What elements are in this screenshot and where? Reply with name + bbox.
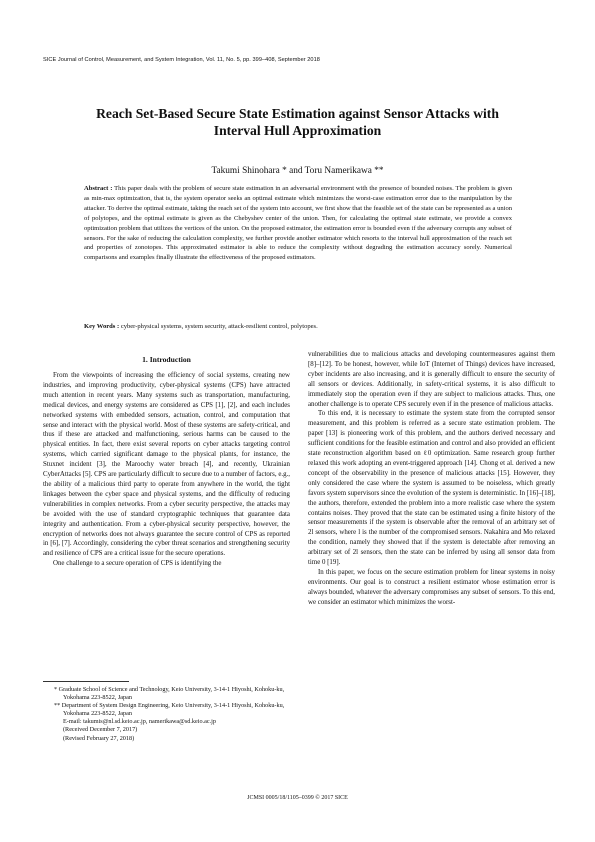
body-paragraph: In this paper, we focus on the secure estimation problem for linear systems in noisy environments. Our goal is to construct a resilient estimator whose estimation error is always bounded, whatever the adversary compromises any subset of sensors. To this end, we consider an estimator which minimizes the worst- xyxy=(308,568,555,606)
footnotes xyxy=(54,686,290,743)
abstract-label: Abstract : xyxy=(84,185,113,192)
abstract xyxy=(84,184,512,263)
paper-title xyxy=(40,106,555,139)
footnote-divider xyxy=(43,681,129,682)
footnote-marker: ** xyxy=(54,702,61,710)
title-line-1: Reach Set-Based Secure State Estimation against Sensor Attacks with xyxy=(96,106,499,121)
footnote-marker: * xyxy=(54,686,58,693)
footnote-revised: (Revised February 27, 2018) xyxy=(63,734,135,742)
keywords-label: Key Words : xyxy=(84,323,120,330)
section-heading: 1. Introduction xyxy=(142,355,191,364)
keywords xyxy=(84,323,512,330)
left-column xyxy=(43,354,290,569)
body-paragraph: vulnerabilities due to malicious attacks and developing countermeasures against them [8]–[12]. To be honest, however, while IoT (Internet of Things) devices have increased, cyber incidents are also increasing, and it is generally difficult to ensure the security of all sensors or devices. Additionally, in safety-critical systems, it is also difficult to immediately stop the operation even if they are subject to malicious attacks. Thus, one another challenge is to operate CPS securely even if in the presence of malicious attacks. xyxy=(308,351,555,408)
body-paragraph: From the viewpoints of increasing the efficiency of social systems, creating new industries, and improving productivity, cyber-physical systems (CPS) have attracted much attention in recent years. Many systems such as transportation, manufacturing, medical devices, and energy systems are considered as CPS [1], [2], and each includes networked systems with embedded sensors, actuation, control, and computation that sense and interact with the physical world. Most of these systems are safety-critical, and thus if these are attacked and malfunctioning, serious harms can be caused to the physical entities. In fact, there exist several reports on cyber attacks targeting control systems, which carried significant damage to the physical plants, for instance, the Stuxnet incident [3], the Maroochy water breach [4], and recently, Ukrainian CyberAttacks [5]. CPS are particularly difficult to secure due to a number of factors, e.g., the ability of a malicious third party to operate from anywhere in the world, the tight linkages between the cyber space and physical systems, and the difficulty of reducing vulnerabilities in complex networks. From a cyber security perspective, the attacks may be avoided with the use of standard cryptographic techniques that guarantee data integrity and authentication. From a cyber-physical security perspective, however, the encryption of networks does not always guarantee the secure control of CPS as reported in [6], [7]. Accordingly, considering the cyber threat scenarios and strengthening security and resilience of CPS are a critical issue for the secure operations. xyxy=(43,372,290,558)
abstract-text: This paper deals with the problem of secure state estimation in an adversarial environment with the presence of bounded noises. The problem is given as min-max optimization, that is, the system operator seeks an optimal estimate which minimizes the worst-case estimation error due to the manipulation by the attacker. To derive the optimal estimate, taking the reach set of the system into account, we first show that the feasible set of the state can be represented as a union of polytopes, and the optimal estimate is given as the Chebyshev center of the union. Then, for calculating the optimal state estimate, we provide a convex optimization problem that utilizes the vertices of the union. On the proposed estimator, the estimation error is bounded even if the adversary corrupts any subset of sensors. For the sake of reducing the calculation complexity, we further provide another estimator which resorts to the interval hull approximation of the reach set and properties of zonotopes. This approximated estimator is able to reduce the complexity without degrading the estimation accuracy sorely. Numerical comparisons and examples finally illustrate the effectiveness of the proposed estimators. xyxy=(84,185,512,262)
footnote-received: (Received December 7, 2017) xyxy=(63,726,138,734)
footnote-text: Graduate School of Science and Technology, Keio University, 3-14-1 Hiyoshi, Kohoku-ku, Yokohama 223-8522, Japan xyxy=(58,686,285,702)
author-list: Takumi Shinohara * and Toru Namerikawa ** xyxy=(211,166,384,176)
footnote-affiliation-1 xyxy=(54,686,290,702)
footnote-affiliation-2 xyxy=(54,702,290,718)
footnote-email: E-mail: takumis@nl.sd.keio.ac.jp, namerikawa@sd.keio.ac.jp xyxy=(63,718,216,726)
footnote-text: Department of System Design Engineering, Keio University, 3-14-1 Hiyoshi, Kohoku-ku, Yokohama 223-8522, Japan xyxy=(61,702,285,718)
keywords-text: cyber-physical systems, system security, attack-resilient control, polytopes. xyxy=(120,323,318,330)
journal-header: SICE Journal of Control, Measurement, and System Integration, Vol. 11, No. 5, pp. 399–408, September 2018 xyxy=(43,57,320,63)
title-line-2: Interval Hull Approximation xyxy=(213,122,382,138)
right-column xyxy=(308,350,555,608)
page-footer: JCMSI 0005/18/1105–0399 © 2017 SICE xyxy=(247,795,348,801)
body-paragraph: To this end, it is necessary to estimate the system state from the corrupted sensor measurement, and this problem is referred as a secure state estimation problem. The paper [13] is pioneering work of this problem, and the authors derived necessary and sufficient conditions for the feasible estimation and control and also provided an efficient state reconstruction algorithm based on ℓ0 optimization. Same research group further relaxed this work adopting an event-triggered approach [14]. Chong et al. derived a new concept of the observability in the presence of malicious attacks [15]. However, they only considered the case where the system is assumed to be noiseless, which greatly favors system supervisors since the evolution of the system is deterministic. In [16]–[18], the authors, therefore, extended the problem into a more realistic case where the system contains noises. They proved that the state can be estimated using a finite history of the sensor measurements if the system is observable after the removal of an arbitrary set of 2l sensors, where l is the number of the compromised sensors. Nakahira and Mo relaxed the condition, namely they showed that if the system is detectable after removing an arbitrary set of 2l sensors, then the state can be inferred by using all sensor data from time 0 [19]. xyxy=(308,410,555,567)
body-paragraph: One challenge to a secure operation of CPS is identifying the xyxy=(53,560,222,568)
